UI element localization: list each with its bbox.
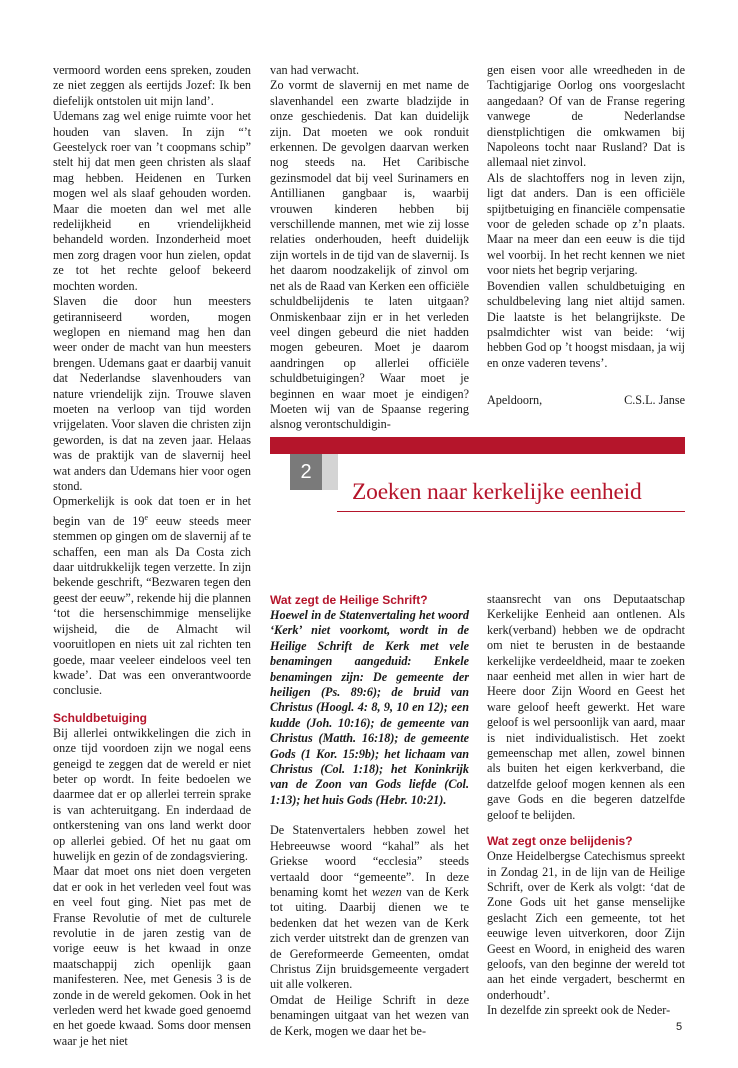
page-number: 5 — [676, 1021, 683, 1033]
text-run: Opmerkelijk is ook dat toen er in het begin van de 19 — [53, 494, 251, 528]
paragraph: staansrecht van ons Deputaatschap Kerkelijke Eenheid aan ontlenen. Als kerk(verband) hebben we de opdracht om niet te berusten in de bestaande kerkelijke verdeeldheid, maar te zoeken naar eenheid met allen in wier hart de Heere door Zijn Woord en Geest het ware geloof heeft gewerkt. Het ware geloof is wel persoonlijk van aard, maar is niet individualistisch. Het zoekt gemeenschap met allen, zowel binnen als buiten het eigen kerkverband, die datzelfde geloof mogen kennen als een gave Gods en die begeren datzelfde geloof te belijden. — [487, 592, 685, 822]
signature-name: C.S.L. Janse — [624, 393, 685, 407]
paragraph: Omdat de Heilige Schrift in deze benamingen uitgaat van het wezen van de Kerk, mogen we daar het be- — [270, 992, 469, 1038]
emphasis: wezen — [371, 884, 402, 899]
section-title: Zoeken naar kerkelijke eenheid — [352, 479, 642, 505]
title-underline — [337, 511, 685, 512]
paragraph: Bovendien vallen schuldbetuiging en schuldbeleving lang niet altijd samen. Die laatste is het belangrijkste. De psalmdichter wist van beide: ‘wij hebben God op ’t hoogst misdaan, ja wij en onze vaderen tevens’. — [487, 278, 685, 370]
subheading-belijdenis: Wat zegt onze belijdenis? — [487, 834, 633, 849]
paragraph: Als de slachtoffers nog in leven zijn, ligt dat anders. Dan is een officiële spijtbetuiging en financiële compensatie voor de geleden schade op z’n plaats. Maar na meer dan een eeuw is die tijd wel voorbij. In het recht kennen we niet voor niets het begrip verjaring. — [487, 170, 685, 278]
lead-paragraph: Hoewel in de Statenvertaling het woord ‘Kerk’ niet voorkomt, wordt in de Heilige Schrift de Kerk met vele benamingen aangeduid: Enkele benamingen zijn: De gemeente der heiligen (Ps. 89:6); de bruid van Christus (Hoogl. 4: 8, 9, 10 en 12); een kudde (Joh. 10:16); de gemeente van Christus (Matth. 16:18); de gemeente Gods (1 Kor. 15:9b); het lichaam van Christus (Col. 1:18); het Koninkrijk van de Zoon van Gods liefde (Col. 1:13); het huis Gods (Hebr. 10:21). — [270, 608, 469, 807]
text-run: van de Kerk tot uiting. Daarbij dienen we te bedenken dat het wezen van de Kerk zich verder uitstrekt dan de grenzen van de Gereformeerde Gemeenten, omdat Christus Zijn bruidsgemeente vergadert uit alle volkeren. — [270, 884, 469, 992]
subheading-heilige-schrift: Wat zegt de Heilige Schrift? — [270, 593, 428, 607]
text-run: eeuw steeds meer stemmen op gingen om de slavernij af te schaffen, een man als Da Costa zich daar uitdrukkelijk tegen verzette. In zijn bekende geschrift, “Bezwaren tegen den geest der eeuw”, rekende hij die plannen ‘tot die hersenschimmige menselijke wijsheid, die de Almacht wil vooruitlopen en niets uit zal richten ten goede, maar veeleer eindeloos veel ten kwade’. Dat was een onverantwoorde conclusie. — [53, 513, 251, 698]
paragraph: Onze Heidelbergse Catechismus spreekt in Zondag 21, in de lijn van de Heilige Schrift, over de Kerk als volgt: ‘dat de Zone Gods uit het ganse menselijke geslacht Zich een gemeente, tot het eeuwige leven uitverkoren, door Zijn Geest en Woord, in enigheid des waren geloofs, van den beginne der wereld tot aan het einde vergadert, beschermt en onderhoudt’. — [487, 849, 685, 1002]
paragraph: Udemans zag wel enige ruimte voor het houden van slaven. In zijn “’t Geestelyck roer van ’t coopmans schip” stelt hij dat men geen christen als slaaf mag hebben. Heidenen en Turken mogen wel als slaaf gehouden worden. Maar die moeten dan wel met alle redelijkheid en vriendelijkheid behandeld worden. Inzonderheid moet men zorg dragen voor hun zielen, opdat ze tot het rechte geloof bekeerd mochten worden. — [53, 109, 251, 293]
paragraph: Zo vormt de slavernij en met name de slavenhandel een zwarte bladzijde in onze geschiedenis. Dat kan duidelijk zijn. Dat moeten we ook ronduit erkennen. De gevolgen daarvan werken nog steeds na. Het Caribische gezinsmodel dat bij veel Surinamers en Antillianen gangbaar is, waarbij vrouwen kinderen hebben bij verschillende mannen, met wie zij losse relaties onderhouden, heeft duidelijk zijn wortels in de tijd van de slavernij. Is het daarom noodzakelijk of zinvol om net als de Raad van Kerken een officiële schuldbelijdenis te laten uitgaan? Onmiskenbaar zijn er in het verleden veel dingen gebeurd die niet hadden mogen gebeuren. Moet je daarom aandringen op allerlei officiële schuldbetuigingen? Waar moet je beginnen en waar moet je eindigen? Moeten wij van de Spaanse regering alsnog verontschuldigin- — [270, 78, 469, 432]
paragraph: Bij allerlei ontwikkelingen die zich in onze tijd voordoen zijn we nogal eens geneigd te zeggen dat de wereld er niet beter op wordt. In feite bedoelen we daarmee dat er op allerlei terrein sprake is van achteruitgang. En inderdaad de ontkerstening van ons land werkt door op allerlei gebied. Of het nu gaat om huwelijk en gezin of de zondagsviering. — [53, 725, 251, 863]
column-3-lower — [487, 592, 685, 1019]
paragraph: Slaven die door hun meesters getiranniseerd worden, mogen weglopen en niemand mag hen dan weer onder de macht van hun meesters brengen. Udemans gaat er daarbij vanuit dat Nederlandse slavenhouders van nature vriendelijk zijn. Trouwe slaven moeten na verloop van tijd worden vrijgelaten. Voor slaven die christen zijn geworden, is dat na zeven jaar. Helaas was de praktijk van de slavernij heel wat anders dan Udemans hier voor ogen stond. — [53, 294, 251, 493]
paragraph — [270, 823, 469, 992]
section-banner-bar — [270, 437, 685, 454]
paragraph — [53, 494, 251, 698]
column-2 — [270, 63, 469, 433]
paragraph: In dezelfde zin spreekt ook de Neder- — [487, 1003, 671, 1018]
signature-place: Apeldoorn, — [487, 393, 543, 407]
subheading-schuldbetuiging: Schuldbetuiging — [53, 710, 147, 725]
paragraph: vermoord worden eens spreken, zouden ze niet zeggen als eertijds Jozef: Ik ben diefelijk ontstolen uit mijn land’. — [53, 63, 251, 108]
column-2-lower — [270, 592, 469, 1039]
column-3 — [487, 63, 685, 371]
signature — [487, 393, 685, 408]
paragraph: Maar dat moet ons niet doen vergeten dat er ook in het verleden veel fout was en veel fout ging. Niet pas met de Franse Revolutie of met de culturele revolutie in de jaren zestig van de vorige eeuw is het kwaad in onze maatschappij zich openlijk gaan manifesteren. Nee, met Genesis 3 is de zonde in de wereld gekomen. Ook in het verleden werd het kwade goed genoemd en het goede kwaad. Soms door mensen waar je het niet — [53, 864, 251, 1048]
section-number: 2 — [290, 454, 322, 490]
column-1 — [53, 63, 251, 1049]
section-number-shadow — [322, 454, 338, 490]
paragraph: van had verwacht. — [270, 63, 359, 77]
superscript: e — [144, 512, 149, 522]
text-run: De Statenvertalers hebben zowel het Hebreeuwse woord “kahal” als het Griekse woord “ecclesia” steeds vertaald door “gemeente”. In deze benaming komt het — [270, 823, 469, 899]
paragraph: gen eisen voor alle wreedheden in de Tachtigjarige Oorlog ons voorgeslacht aangedaan? Of van de Franse regering vanwege de Nederlandse dienstplichtigen die omkwamen bij Napoleons tocht naar Rusland? Dat is allemaal niet zinvol. — [487, 63, 685, 170]
